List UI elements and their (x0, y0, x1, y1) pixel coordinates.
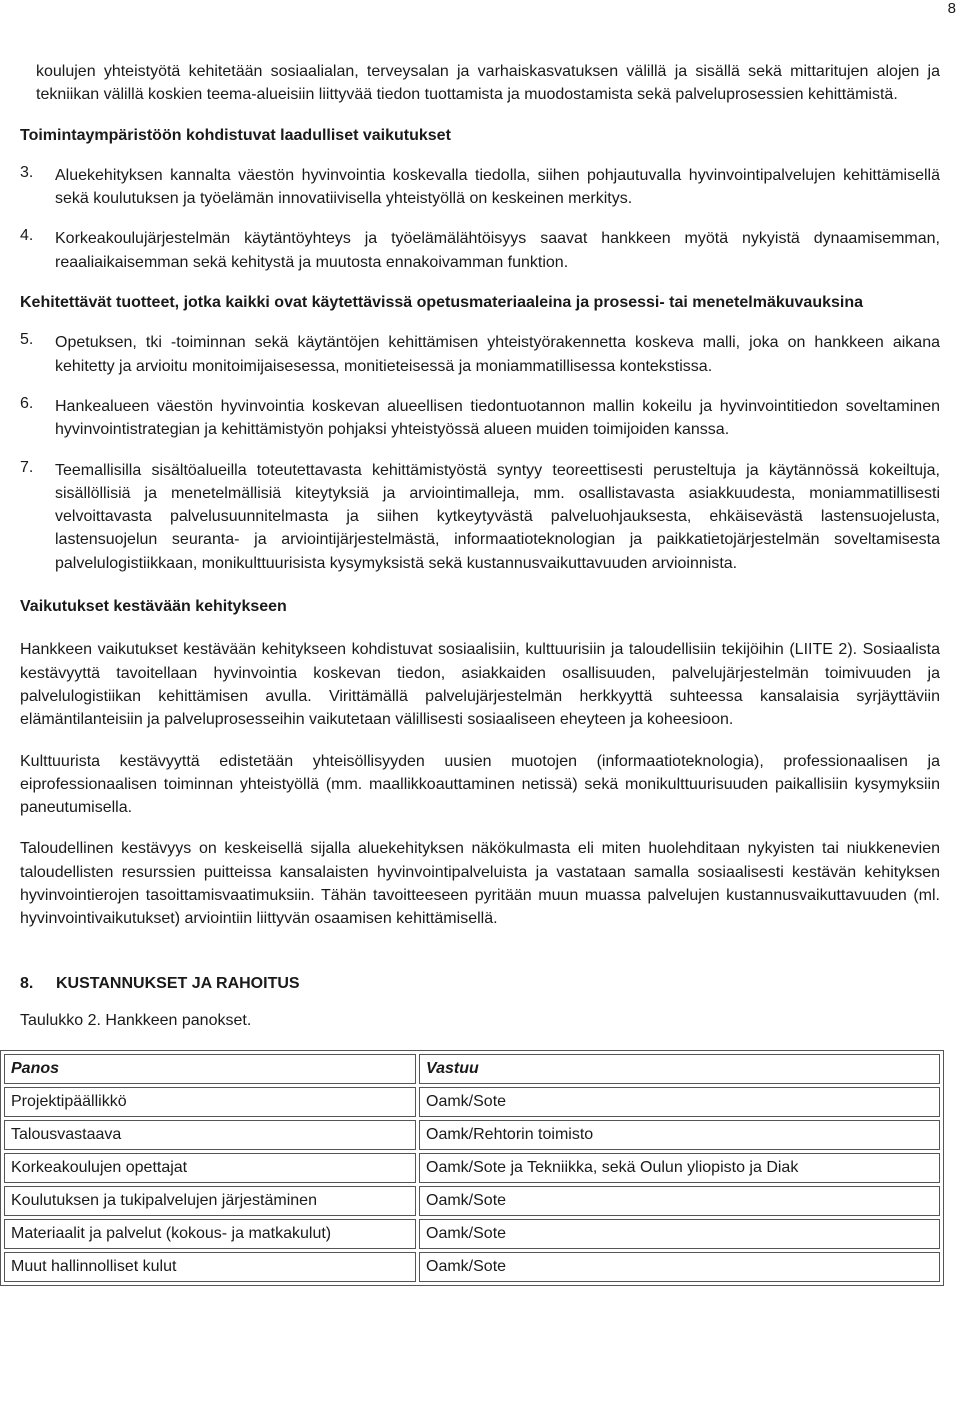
table-cell: Korkeakoulujen opettajat (4, 1153, 416, 1183)
table-cell: Oamk/Sote (419, 1186, 940, 1216)
page-number: 8 (947, 0, 956, 17)
list-items-b (20, 331, 940, 575)
table-caption: Taulukko 2. Hankkeen panokset. (20, 1011, 252, 1029)
list-item-5 (20, 331, 940, 378)
list-item-number: 5. (20, 331, 34, 349)
list-item-6 (20, 395, 940, 442)
table-cell: Koulutuksen ja tukipalvelujen järjestäminen (4, 1186, 416, 1216)
heading-kestava: Vaikutukset kestävään kehitykseen (20, 598, 287, 616)
table-cell: Oamk/Sote ja Tekniikka, sekä Oulun yliopisto ja Diak (419, 1153, 940, 1183)
intro-paragraph: koulujen yhteistyötä kehitetään sosiaalialan, terveysalan ja varhaiskasvatuksen välillä ja sisällä sekä mittaritujen alojen ja tekniikan välillä koskien teema-alueisiin liittyvää tiedon tuottamista ja muodostamista sekä palveluprosessien kehittämistä. (36, 63, 940, 104)
list-item-text: Opetuksen, tki -toiminnan sekä käytäntöjen kehittämisen yhteistyörakennetta koskeva malli, joka on hankkeen aikana kehitetty ja arvioitu monitoimijaisesessa, monitieteisessä ja moniammatillisessa kontekstissa. (55, 334, 940, 375)
table-cell: Muut hallinnolliset kulut (4, 1252, 416, 1282)
table-header-panos: Panos (4, 1054, 416, 1084)
paragraph-sosiaalinen: Hankkeen vaikutukset kestävään kehitykseen kohdistuvat sosiaalisiin, kulttuurisiin ja taloudellisiin tekijöihin (LIITE 2). Sosiaalista kestävyyttä tavoitellaan hyvinvointia koskevan tiedon, asiakkaiden osallisuuden, palvelujärjestelmän toimivuuden ja palvelulogistiikan kehittämisen avulla. Virittämällä palvelujärjestelmän herkkyyttä suhteessa kansalaisia syrjäyttäviin elämäntilanteisiin ja palveluprosesseihin vaikutetaan välillisesti sosiaaliseen eheyteen ja koheesioon. (20, 641, 940, 729)
section-title: KUSTANNUKSET JA RAHOITUS (56, 974, 300, 992)
table-cell: Talousvastaava (4, 1120, 416, 1150)
list-item-text: Aluekehityksen kannalta väestön hyvinvointia koskevalla tiedolla, siihen pohjautuvalla hyvinvointipalvelujen kehittämisellä sekä koulutuksen ja työelämän innovatiivisella yhteistyöllä on keskeinen merkitys. (55, 166, 940, 208)
table-cell: Oamk/Sote (419, 1252, 940, 1282)
list-item-3 (20, 164, 940, 211)
list-items-a (20, 164, 940, 274)
list-item-7 (20, 459, 940, 575)
section-number: 8. (20, 974, 34, 992)
list-item-number: 6. (20, 394, 34, 412)
list-item-number: 7. (20, 458, 34, 476)
table-cell: Oamk/Sote (419, 1219, 940, 1249)
list-item-text: Teemallisilla sisältöalueilla toteutettavasta kehittämistyöstä syntyy teoreettisesti perusteltuja ja käytännössä kokeiltuja, sisällöllisiä ja menetelmällisiä kiteytyksiä ja arviointimalleja, mm. osallistavasta asiakkuudesta, moniammatillisesti velvoittavasta palvelusuunnitelmasta ja siihen kytkeytyvästä palveluohjauksesta, ehkäisevästä lastensuojelusta, lastensuojelun seuranta- ja arviointijärjestelmästä, informaatioteknologian ja paikkatietojärjestelmän soveltamisesta palvelulogistiikkaan, monikulttuurisista kysymyksistä sekä kustannusvaikuttavuuden arvioinnista. (55, 461, 940, 572)
table-header-row (4, 1054, 940, 1084)
table-row (4, 1087, 940, 1117)
table-row (4, 1186, 940, 1216)
table-cell: Oamk/Sote (419, 1087, 940, 1117)
list-item-number: 3. (20, 163, 34, 181)
table-header-vastuu: Vastuu (419, 1054, 940, 1084)
panos-table (0, 1050, 944, 1286)
heading-tuotteet: Kehitettävät tuotteet, jotka kaikki ovat käytettävissä opetusmateriaaleina ja prosessi- tai menetelmäkuvauksina (20, 294, 864, 312)
list-item-number: 4. (20, 227, 34, 245)
table-row (4, 1153, 940, 1183)
section-heading (20, 975, 940, 993)
table-row (4, 1120, 940, 1150)
list-item-4 (20, 227, 940, 274)
heading-toimintaymparisto: Toimintaympäristöön kohdistuvat laadulliset vaikutukset (20, 126, 451, 144)
document-body (11, 60, 940, 1286)
table-cell: Materiaalit ja palvelut (kokous- ja matkakulut) (4, 1219, 416, 1249)
list-item-text: Hankealueen väestön hyvinvointia koskevan alueellisen tiedontuotannon mallin kokeilu ja hyvinvointitiedon soveltaminen hyvinvointistrategian ja kehittämistyön pohjaksi yhteistyössä alueen muiden toimijoiden kanssa. (55, 397, 940, 439)
table-row (4, 1252, 940, 1282)
table-cell: Projektipäällikkö (4, 1087, 416, 1117)
table-cell: Oamk/Rehtorin toimisto (419, 1120, 940, 1150)
table-row (4, 1219, 940, 1249)
paragraph-taloudellinen: Taloudellinen kestävyys on keskeisellä sijalla aluekehityksen näkökulmasta eli miten huolehditaan nykyisten tai niukkenevien taloudellisten resurssien puitteissa kansalaisten hyvinvointipalveluista ja vastataan samalla sosiaalisesti kestävän kehityksen hyvinvointierojen tasoittamisvaatimuksiin. Tähän tavoitteeseen pyritään muun muassa palvelujen kustannusvaikuttavuuden (ml. hyvinvointivaikutukset) arviointiin liittyvän osaamisen kehittämisellä. (20, 840, 940, 928)
list-item-text: Korkeakoulujärjestelmän käytäntöyhteys ja työelämälähtöisyys saavat hankkeen myötä nykyistä dynaamisemman, reaaliaikaisemman sekä kehitystä ja muutosta ennakoivamman funktion. (55, 230, 940, 271)
paragraph-kulttuurinen: Kulttuurista kestävyyttä edistetään yhteisöllisyyden uusien muotojen (informaatioteknologia), professionaalisen ja eiprofessionaalisen toiminnan yhteistyöllä (mm. maallikkoauttaminen netissä) sekä monikulttuurisuuden paikallisiin kysymyksiin paneutumisella. (20, 752, 940, 817)
